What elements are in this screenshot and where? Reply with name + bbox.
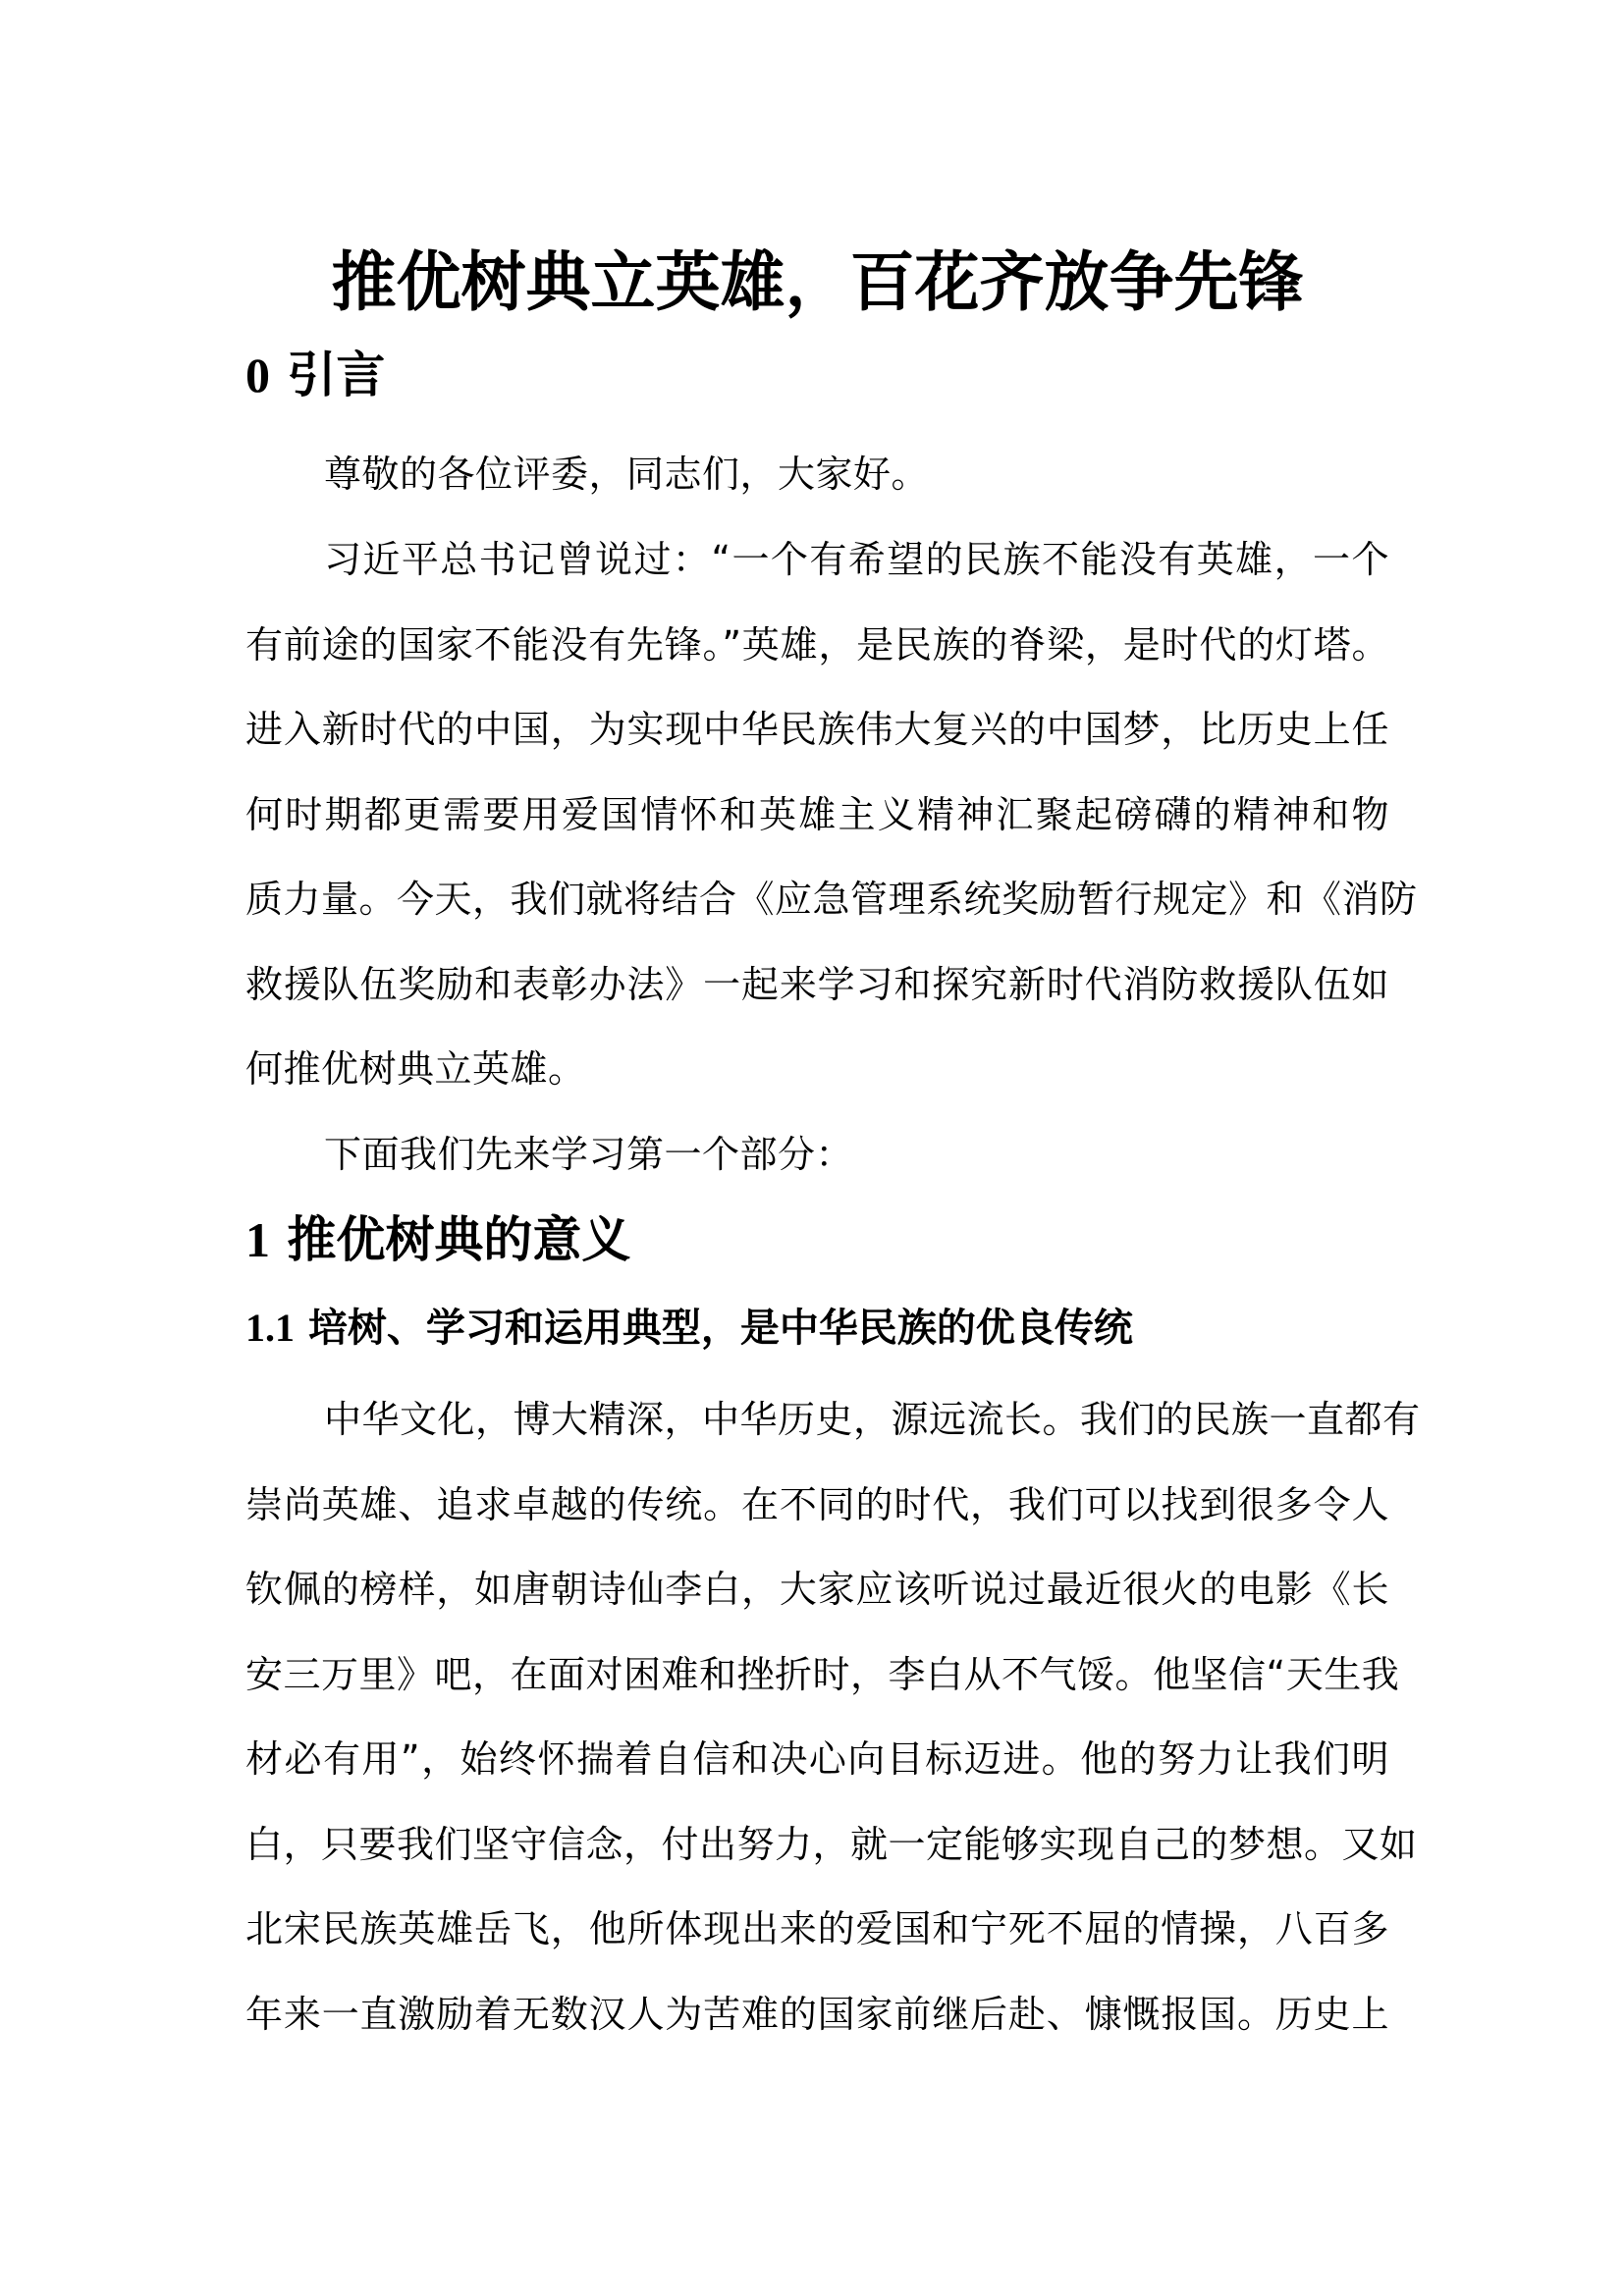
paragraph-history	[245, 1377, 1421, 2056]
paragraph-greeting	[245, 432, 1389, 517]
text-line: 安三万里》吧，在面对困难和挫折时，李白从不气馁。他坚信“天生我	[245, 1652, 1400, 1696]
text-line: 崇尚英雄、追求卓越的传统。在不同的时代，我们可以找到很多令人	[245, 1482, 1389, 1526]
paragraph-transition	[245, 1112, 1389, 1198]
section-heading-significance	[245, 1210, 630, 1269]
text-line: 材必有用”，始终怀揣着自信和决心向目标迈进。他的努力让我们明	[245, 1737, 1389, 1781]
section-title: 引言	[287, 347, 386, 403]
text-line: 何时期都更需要用爱国情怀和英雄主义精神汇聚起磅礴的精神和物	[245, 792, 1389, 836]
subsection-title: 培树、学习和运用典型，是中华民族的优良传统	[307, 1306, 1133, 1351]
text-line: 何推优树典立英雄。	[245, 1047, 586, 1091]
subsection-heading-tradition	[245, 1303, 1133, 1354]
text-line: 钦佩的榜样，如唐朝诗仙李白，大家应该听说过最近很火的电影《长	[245, 1568, 1389, 1611]
paragraph-quote	[245, 517, 1418, 1112]
text-line: 有前途的国家不能没有先锋。”英雄，是民族的脊梁，是时代的灯塔。	[245, 622, 1389, 667]
document-title: 推优树典立英雄，百花齐放争先锋	[331, 244, 1304, 320]
subsection-number: 1.1	[245, 1306, 295, 1350]
text-line: 进入新时代的中国，为实现中华民族伟大复兴的中国梦，比历史上任	[245, 708, 1389, 751]
text-line: 中华文化，博大精深，中华历史，源远流长。我们的民族一直都有	[324, 1398, 1421, 1441]
section-number: 1	[245, 1212, 270, 1267]
text-line: 下面我们先来学习第一个部分：	[324, 1133, 854, 1176]
section-title: 推优树典的意义	[287, 1211, 631, 1268]
text-line: 质力量。今天，我们就将结合《应急管理系统奖励暂行规定》和《消防	[245, 878, 1418, 921]
text-line: 尊敬的各位评委，同志们，大家好。	[324, 453, 930, 496]
section-heading-intro	[245, 346, 385, 404]
text-line: 习近平总书记曾说过：“一个有希望的民族不能没有英雄，一个	[324, 538, 1389, 581]
text-line: 年来一直激励着无数汉人为苦难的国家前继后赴、慷慨报国。历史上	[245, 1992, 1389, 2036]
text-line: 白，只要我们坚守信念，付出努力，就一定能够实现自己的梦想。又如	[245, 1822, 1418, 1866]
section-number: 0	[245, 347, 270, 402]
text-line: 北宋民族英雄岳飞，他所体现出来的爱国和宁死不屈的情操，八百多	[245, 1907, 1389, 1950]
text-line: 救援队伍奖励和表彰办法》一起来学习和探究新时代消防救援队伍如	[245, 962, 1389, 1006]
